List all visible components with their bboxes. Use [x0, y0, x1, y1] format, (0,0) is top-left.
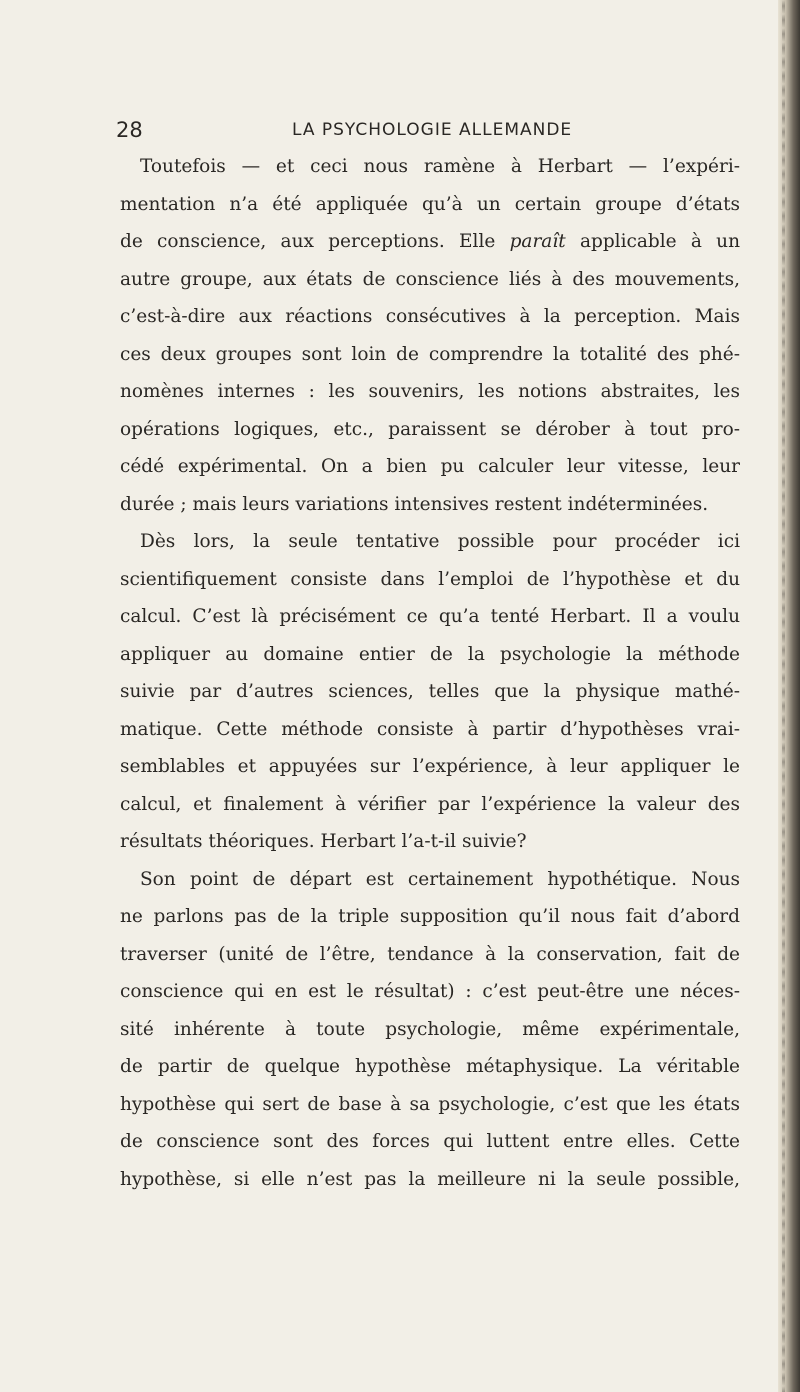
page-edge-shadow: [778, 0, 800, 1392]
text-line: [120, 223, 740, 261]
text-line: scientifiquement consiste dans l’emploi de l’hypothèse et du: [120, 568, 740, 590]
text-line: suivie par d’autres sciences, telles que la physique mathé-: [120, 681, 740, 702]
text-line: semblables et appuyées sur l’expérience, à leur appliquer le: [120, 756, 740, 777]
text-line: Son point de départ est certainement hypothétique. Nous: [140, 868, 740, 890]
text-line: de conscience sont des forces qui luttent entre elles. Cette: [120, 1131, 740, 1152]
text-line: Toutefois — et ceci nous ramène à Herbart — l’expéri-: [140, 156, 740, 177]
text-line: appliquer au domaine entier de la psychologie la méthode: [120, 643, 740, 665]
text-line: c’est-à-dire aux réactions consécutives à la perception. Mais: [120, 306, 740, 327]
page-number: 28: [116, 118, 143, 142]
body-text: [120, 148, 740, 1198]
running-head: LA PSYCHOLOGIE ALLEMANDE: [292, 120, 573, 140]
text-segment: de conscience, aux perceptions. Elle: [120, 231, 510, 252]
text-line: de partir de quelque hypothèse métaphysique. La véritable: [120, 1056, 740, 1077]
text-line: calcul. C’est là précisément ce qu’a tenté Herbart. Il a voulu: [120, 606, 740, 627]
italic-word: paraît: [509, 231, 566, 252]
text-segment: applicable à un: [565, 231, 740, 252]
text-line: cédé expérimental. On a bien pu calculer leur vitesse, leur: [120, 456, 740, 477]
text-line: ne parlons pas de la triple supposition qu’il nous fait d’abord: [120, 906, 740, 927]
text-line: conscience qui en est le résultat) : c’est peut-être une néces-: [120, 981, 740, 1002]
text-line: opérations logiques, etc., paraissent se dérober à tout pro-: [120, 418, 740, 440]
text-line: sité inhérente à toute psychologie, même expérimentale,: [120, 1018, 740, 1040]
text-line: matique. Cette méthode consiste à partir d’hypothèses vrai-: [120, 718, 740, 740]
text-line: nomènes internes : les souvenirs, les notions abstraites, les: [120, 381, 740, 402]
page-header: [116, 118, 736, 148]
text-line: calcul, et finalement à vérifier par l’expérience la valeur des: [120, 793, 740, 815]
text-line: durée ; mais leurs variations intensives restent indéterminées.: [120, 493, 709, 515]
text-line: hypothèse, si elle n’est pas la meilleure ni la seule possible,: [120, 1168, 740, 1190]
text-line: hypothèse qui sert de base à sa psychologie, c’est que les états: [120, 1093, 740, 1115]
text-line: Dès lors, la seule tentative possible pour procéder ici: [140, 531, 740, 552]
text-line: autre groupe, aux états de conscience liés à des mouvements,: [120, 268, 740, 290]
text-line: résultats théoriques. Herbart l’a-t-il suivie?: [120, 831, 527, 852]
text-line: traverser (unité de l’être, tendance à la conservation, fait de: [120, 943, 740, 965]
text-line: ces deux groupes sont loin de comprendre la totalité des phé-: [120, 343, 740, 365]
text-line: mentation n’a été appliquée qu’à un certain groupe d’états: [120, 193, 740, 215]
